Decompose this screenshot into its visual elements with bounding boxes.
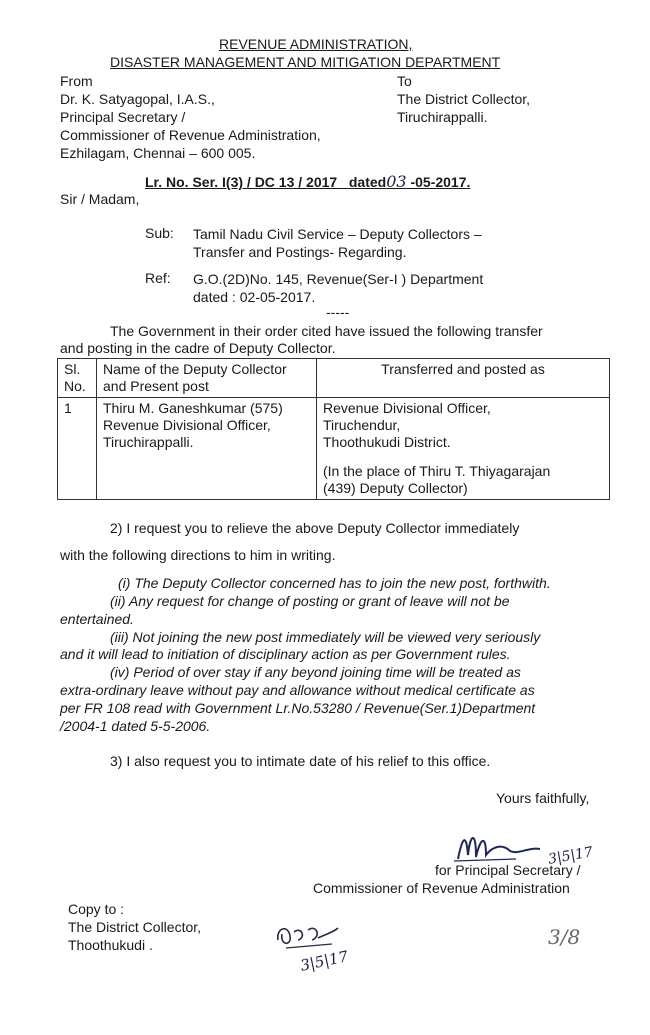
direction-iv-cont: /2004-1 dated 5-5-2006.: [60, 718, 211, 734]
to-block: [397, 72, 530, 126]
dated-day-handwritten: 03: [386, 172, 407, 191]
para3: 3) I also request you to intimate date of his relief to this office.: [110, 753, 491, 769]
cell-line: Thoothukudi District.: [323, 434, 451, 450]
from-block: [60, 72, 321, 162]
from-line: Dr. K. Satyagopal, I.A.S.,: [60, 91, 215, 107]
para2-line-1: 2) I request you to relieve the above Deputy Collector immediately: [110, 520, 520, 536]
direction-iii-cont: and it will lead to initiation of disciplinary action as per Government rules.: [60, 646, 511, 662]
copy-to-block: [68, 900, 201, 954]
from-line: Commissioner of Revenue Administration,: [60, 127, 321, 143]
header-text: Transferred and posted as: [381, 361, 545, 377]
para2-line-2: with the following directions to him in writing.: [60, 547, 336, 563]
direction-iv: (iv) Period of over stay if any beyond joining time will be treated as: [110, 664, 521, 680]
header-posted-as: [317, 359, 610, 398]
copy-to-line: The District Collector,: [68, 919, 202, 935]
intro-line-2: and posting in the cadre of Deputy Collector.: [60, 340, 336, 356]
closing: Yours faithfully,: [496, 790, 590, 806]
transfer-table: [57, 358, 610, 500]
cell-sl-no: 1: [58, 398, 97, 500]
to-line: Tiruchirappalli.: [397, 109, 488, 125]
cell-line: (In the place of Thiru T. Thiyagarajan: [323, 463, 551, 479]
direction-ii-cont: entertained.: [60, 611, 134, 627]
header-sl-no: [58, 359, 97, 398]
direction-iv-cont: extra-ordinary leave without pay and allowance without medical certificate as: [60, 682, 535, 698]
dated-label: dated: [348, 174, 387, 190]
cell-line: Tiruchirappalli.: [103, 434, 194, 450]
subject-line: Tamil Nadu Civil Service – Deputy Collectors –: [193, 226, 482, 242]
direction-i: (i) The Deputy Collector concerned has to join the new post, forthwith.: [118, 575, 551, 591]
table-header-row: [58, 359, 610, 398]
letter-number: Lr. No. Ser. I(3) / DC 13 / 2017: [145, 174, 338, 190]
reference-text: [193, 270, 483, 306]
salutation: Sir / Madam,: [60, 191, 140, 207]
dept-line-2: DISASTER MANAGEMENT AND MITIGATION DEPARTMENT: [110, 54, 501, 70]
table-row: [58, 398, 610, 500]
divider: -----: [326, 304, 350, 320]
intro-line-1: The Government in their order cited have issued the following transfer: [110, 323, 543, 339]
dated-rest: -05-2017.: [406, 174, 471, 190]
header-text: and Present post: [103, 378, 209, 394]
cell-line: Tiruchendur,: [323, 417, 401, 433]
initials-icon: [272, 918, 342, 952]
reference-line: dated : 02-05-2017.: [193, 289, 316, 305]
direction-ii: (ii) Any request for change of posting or grant of leave will not be: [110, 593, 510, 609]
page-note-handwritten: 3/8: [548, 925, 581, 949]
copy-to-label: Copy to :: [68, 901, 125, 917]
dept-line-1: REVENUE ADMINISTRATION,: [219, 36, 413, 52]
subject-label: Sub:: [145, 225, 174, 241]
direction-iii: (iii) Not joining the new post immediately will be viewed very seriously: [110, 629, 541, 645]
subject-line: Transfer and Postings- Regarding.: [193, 244, 407, 260]
cell-posted-as: [317, 398, 610, 500]
signature-title: Commissioner of Revenue Administration: [313, 880, 570, 896]
cell-name: [97, 398, 317, 500]
reference-line: G.O.(2D)No. 145, Revenue(Ser-I ) Department: [193, 271, 484, 287]
to-line: The District Collector,: [397, 91, 531, 107]
cell-line: Revenue Divisional Officer,: [103, 417, 271, 433]
header-text: Name of the Deputy Collector: [103, 361, 287, 377]
from-label: From: [60, 73, 93, 89]
cell-line: (439) Deputy Collector): [323, 480, 468, 496]
copy-to-line: Thoothukudi .: [68, 937, 153, 953]
reference-label: Ref:: [145, 270, 171, 286]
from-line: Principal Secretary /: [60, 109, 186, 125]
signature-for-line: for Principal Secretary /: [435, 862, 581, 878]
cell-line: Thiru M. Ganeshkumar (575): [103, 400, 283, 416]
to-label: To: [397, 73, 412, 89]
header-name: [97, 359, 317, 398]
direction-iv-cont: per FR 108 read with Government Lr.No.53280 / Revenue(Ser.1)Department: [60, 700, 536, 716]
from-line: Ezhilagam, Chennai – 600 005.: [60, 145, 256, 161]
cell-line: Revenue Divisional Officer,: [323, 400, 491, 416]
header-text: Sl.: [64, 361, 81, 377]
header-text: No.: [64, 378, 86, 394]
initials-date-handwritten: 3|5|17: [298, 947, 350, 975]
signature-date-handwritten: 3|5|17: [546, 844, 595, 868]
subject-text: [193, 225, 482, 261]
letter-reference-number: [145, 172, 470, 191]
